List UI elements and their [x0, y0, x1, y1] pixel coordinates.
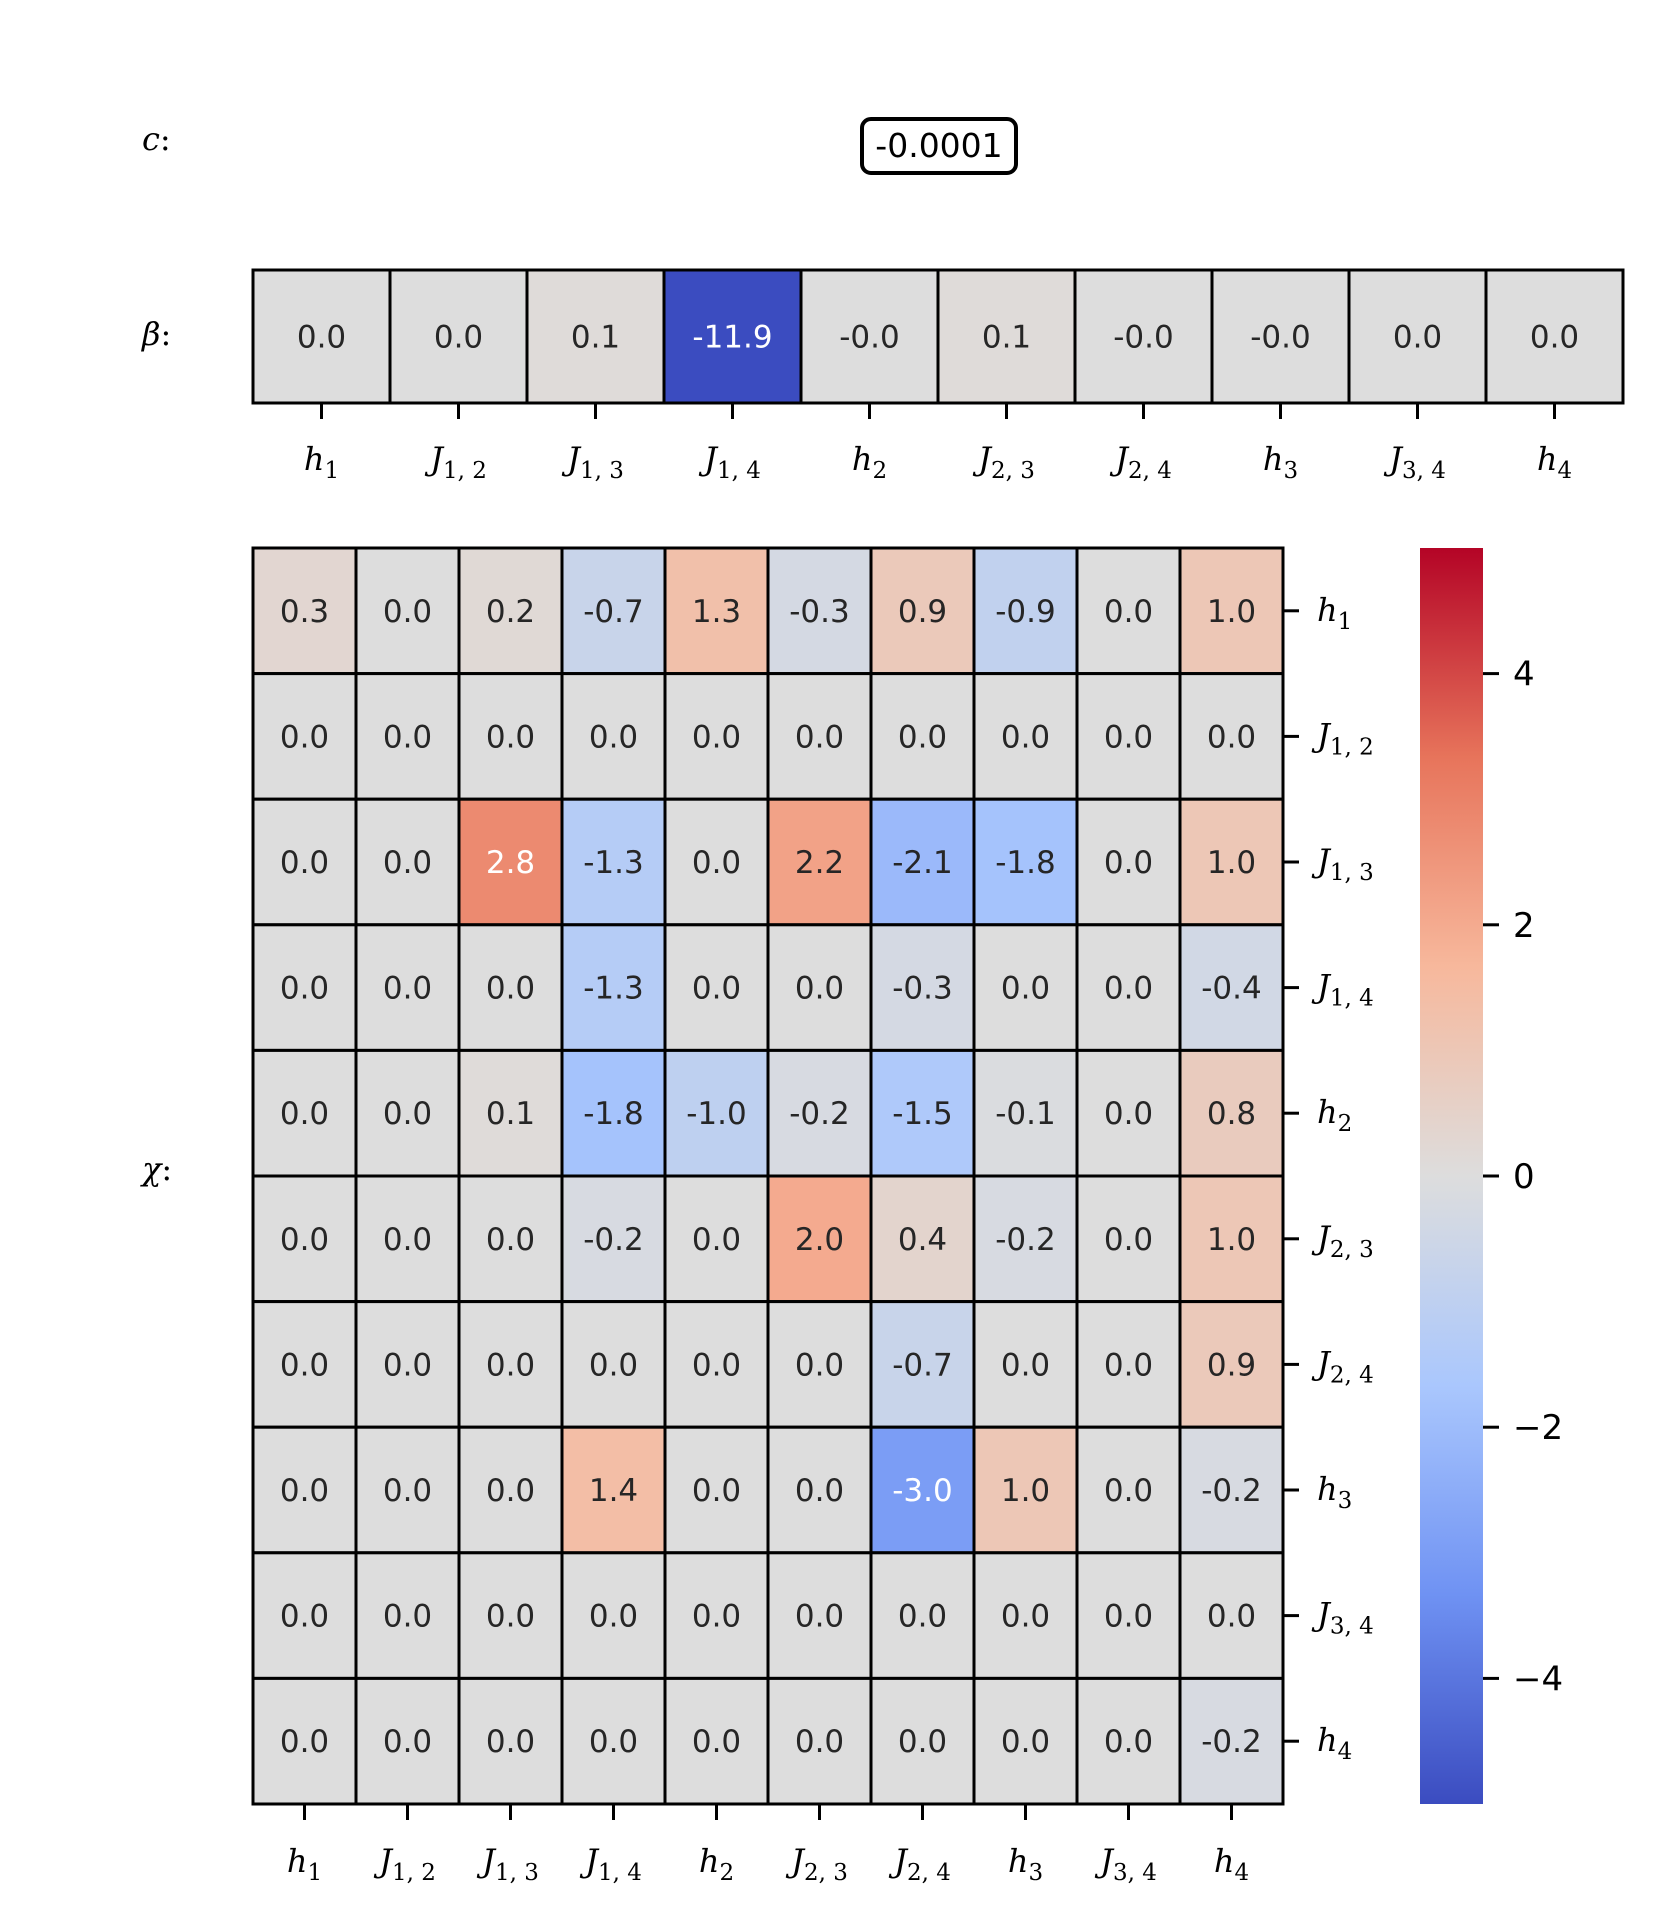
chi-cell-value-2-9: 1.0	[1206, 845, 1257, 881]
chi-cell-value-4-6: -1.5	[892, 1096, 953, 1133]
chi-ytick-label-1: $J_{1, 2}$	[1317, 716, 1374, 761]
colorbar-tick-label-2: 0	[1513, 1157, 1535, 1197]
chi-cell-value-7-4: 0.0	[691, 1473, 742, 1509]
chi-ytick-label-7: $h_3$	[1317, 1470, 1353, 1514]
chi-cell-value-7-9: -0.2	[1201, 1473, 1262, 1509]
chi-xtick-label-9: $h_4$	[1213, 1842, 1250, 1886]
chi-xtick-label-5: $J_{2, 3}$	[791, 1842, 848, 1886]
chi-cell-value-9-6: 0.0	[897, 1724, 948, 1761]
chi-cell-value-3-0: 0.0	[279, 970, 330, 1007]
beta-cell-value-0: 0.0	[296, 319, 347, 356]
chi-cell-value-5-9: 1.0	[1206, 1221, 1257, 1258]
chi-cell-value-8-9: 0.0	[1206, 1598, 1257, 1635]
chi-cell-value-3-2: 0.0	[485, 970, 536, 1007]
chi-xtick-label-1: $J_{1, 2}$	[379, 1842, 436, 1886]
chi-cell-value-7-2: 0.0	[485, 1473, 536, 1509]
chi-xtick-label-0: $h_1$	[286, 1842, 323, 1886]
chi-heatmap	[140, 548, 1374, 1886]
chi-row-label: χ:	[142, 1150, 173, 1188]
chi-ytick-label-0: $h_1$	[1317, 590, 1353, 635]
beta-cell-value-2: 0.1	[570, 319, 621, 356]
chi-cell-value-5-8: 0.0	[1103, 1221, 1154, 1258]
chi-cell-value-0-7: -0.9	[995, 593, 1056, 630]
chi-ytick-label-5: $J_{2, 3}$	[1317, 1218, 1374, 1263]
chi-cell-value-6-3: 0.0	[588, 1347, 639, 1384]
chi-ytick-label-4: $h_2$	[1317, 1093, 1353, 1138]
chi-cell-value-6-5: 0.0	[794, 1347, 845, 1384]
beta-xtick-label-4: $h_2$	[851, 440, 888, 484]
chi-cell-value-1-4: 0.0	[691, 719, 742, 756]
chi-cell-value-9-8: 0.0	[1103, 1724, 1154, 1761]
chi-cell-value-0-8: 0.0	[1103, 593, 1154, 630]
chi-cell-value-4-2: 0.1	[485, 1096, 536, 1133]
chi-cell-value-9-2: 0.0	[485, 1724, 536, 1761]
chi-ytick-label-3: $J_{1, 4}$	[1317, 967, 1374, 1012]
beta-xtick-label-6: $J_{2, 4}$	[1115, 440, 1172, 484]
chi-cell-value-8-0: 0.0	[279, 1598, 330, 1635]
chi-cell-value-3-4: 0.0	[691, 970, 742, 1007]
chi-ytick-label-6: $J_{2, 4}$	[1317, 1344, 1374, 1389]
chi-cell-value-5-1: 0.0	[382, 1221, 433, 1258]
chi-cell-value-7-8: 0.0	[1103, 1473, 1154, 1509]
chi-cell-value-4-9: 0.8	[1206, 1096, 1257, 1133]
chi-cell-value-2-6: -2.1	[892, 845, 953, 881]
chi-cell-value-0-5: -0.3	[789, 593, 850, 630]
chi-cell-value-5-2: 0.0	[485, 1221, 536, 1258]
chi-cell-value-0-4: 1.3	[691, 593, 742, 630]
beta-xtick-label-9: $h_4$	[1536, 440, 1573, 484]
beta-cell-value-9: 0.0	[1529, 319, 1580, 356]
chi-cell-value-1-7: 0.0	[1000, 719, 1051, 756]
chi-cell-value-1-0: 0.0	[279, 719, 330, 756]
colorbar-tick-label-1: 2	[1513, 905, 1535, 946]
chi-cell-value-0-2: 0.2	[485, 593, 536, 630]
chi-cell-value-7-6: -3.0	[892, 1473, 953, 1509]
chi-cell-value-0-3: -0.7	[583, 593, 644, 630]
chi-cell-value-5-4: 0.0	[691, 1221, 742, 1258]
chi-cell-value-6-2: 0.0	[485, 1347, 536, 1384]
chi-cell-value-1-6: 0.0	[897, 719, 948, 756]
chi-cell-value-3-7: 0.0	[1000, 970, 1051, 1007]
chi-cell-value-3-5: 0.0	[794, 970, 845, 1007]
chi-cell-value-5-6: 0.4	[897, 1221, 948, 1258]
chi-cell-value-6-9: 0.9	[1206, 1347, 1257, 1384]
chi-cell-value-8-3: 0.0	[588, 1598, 639, 1635]
chi-cell-value-5-0: 0.0	[279, 1221, 330, 1258]
chi-cell-value-0-0: 0.3	[279, 593, 330, 630]
c-value: -0.0001	[875, 126, 1003, 165]
chi-cell-value-2-4: 0.0	[691, 845, 742, 881]
c-row-label: c:	[142, 120, 171, 158]
beta-cell-value-8: 0.0	[1392, 319, 1443, 356]
chi-cell-value-2-8: 0.0	[1103, 845, 1154, 881]
chi-cell-value-7-7: 1.0	[1000, 1473, 1051, 1509]
chi-cell-value-4-4: -1.0	[686, 1096, 747, 1133]
beta-cell-value-4: -0.0	[839, 319, 900, 356]
chi-ytick-label-8: $J_{3, 4}$	[1317, 1595, 1374, 1640]
chi-cell-value-2-5: 2.2	[794, 845, 845, 881]
chi-cell-value-6-0: 0.0	[279, 1347, 330, 1384]
chi-cell-value-2-3: -1.3	[583, 845, 644, 881]
beta-xtick-label-5: $J_{2, 3}$	[978, 440, 1035, 484]
chi-cell-value-8-8: 0.0	[1103, 1598, 1154, 1635]
chi-cell-value-4-5: -0.2	[789, 1096, 850, 1133]
chi-ytick-label-9: $h_4$	[1317, 1721, 1353, 1766]
beta-cell-value-6: -0.0	[1113, 319, 1174, 356]
chi-cell-value-1-1: 0.0	[382, 719, 433, 756]
chi-cell-value-0-1: 0.0	[382, 593, 433, 630]
colorbar-tick-label-4: −4	[1513, 1659, 1564, 1700]
chi-cell-value-9-3: 0.0	[588, 1724, 639, 1761]
chi-cell-value-7-1: 0.0	[382, 1473, 433, 1509]
colorbar-fill	[1420, 548, 1483, 1804]
beta-row-label: β:	[142, 315, 172, 353]
chi-cell-value-8-5: 0.0	[794, 1598, 845, 1635]
chi-cell-value-4-1: 0.0	[382, 1096, 433, 1133]
chi-cell-value-3-3: -1.3	[583, 970, 644, 1007]
chi-cell-value-1-5: 0.0	[794, 719, 845, 756]
chi-cell-value-1-2: 0.0	[485, 719, 536, 756]
chi-cell-value-1-9: 0.0	[1206, 719, 1257, 756]
chi-cell-value-4-7: -0.1	[995, 1096, 1056, 1133]
chi-ytick-label-2: $J_{1, 3}$	[1317, 842, 1374, 886]
chi-cell-value-2-0: 0.0	[279, 845, 330, 881]
chi-cell-value-1-3: 0.0	[588, 719, 639, 756]
chi-cell-value-3-6: -0.3	[892, 970, 953, 1007]
chi-cell-value-3-1: 0.0	[382, 970, 433, 1007]
chi-cell-value-8-4: 0.0	[691, 1598, 742, 1635]
chi-cell-value-4-0: 0.0	[279, 1096, 330, 1133]
chi-cell-value-9-0: 0.0	[279, 1724, 330, 1761]
chi-cell-value-9-9: -0.2	[1201, 1724, 1262, 1761]
chi-cell-value-2-7: -1.8	[995, 845, 1056, 881]
chi-cell-value-3-8: 0.0	[1103, 970, 1154, 1007]
chi-cell-value-4-8: 0.0	[1103, 1096, 1154, 1133]
chi-cell-value-9-4: 0.0	[691, 1724, 742, 1761]
chi-cell-value-0-9: 1.0	[1206, 593, 1257, 630]
chi-xtick-label-4: $h_2$	[698, 1842, 735, 1886]
beta-xtick-label-8: $J_{3, 4}$	[1389, 440, 1446, 484]
chi-cell-value-8-1: 0.0	[382, 1598, 433, 1635]
chi-cell-value-7-5: 0.0	[794, 1473, 845, 1509]
beta-xtick-label-2: $J_{1, 3}$	[567, 440, 624, 484]
chi-cell-value-8-7: 0.0	[1000, 1598, 1051, 1635]
chi-cell-value-7-0: 0.0	[279, 1473, 330, 1509]
chi-cell-value-8-6: 0.0	[897, 1598, 948, 1635]
chi-cell-value-0-6: 0.9	[897, 593, 948, 630]
chi-cell-value-6-4: 0.0	[691, 1347, 742, 1384]
beta-xtick-label-1: $J_{1, 2}$	[430, 440, 487, 484]
beta-cell-value-3: -11.9	[692, 319, 773, 356]
beta-cell-value-7: -0.0	[1250, 319, 1311, 356]
chi-cell-value-5-3: -0.2	[583, 1221, 644, 1258]
chi-xtick-label-7: $h_3$	[1007, 1842, 1044, 1886]
chi-cell-value-6-1: 0.0	[382, 1347, 433, 1384]
chi-xtick-label-8: $J_{3, 4}$	[1100, 1842, 1157, 1886]
chi-xtick-label-3: $J_{1, 4}$	[585, 1842, 642, 1886]
colorbar-tick-label-0: 4	[1513, 654, 1535, 695]
chi-cell-value-8-2: 0.0	[485, 1598, 536, 1635]
beta-xtick-label-0: $h_1$	[303, 440, 340, 484]
chi-cell-value-4-3: -1.8	[583, 1096, 644, 1133]
chi-cell-value-5-7: -0.2	[995, 1221, 1056, 1258]
chi-cell-value-6-6: -0.7	[892, 1347, 953, 1384]
chi-cell-value-9-1: 0.0	[382, 1724, 433, 1761]
beta-cell-value-1: 0.0	[433, 319, 484, 356]
beta-xtick-label-7: $h_3$	[1262, 440, 1299, 484]
beta-cell-value-5: 0.1	[981, 319, 1032, 356]
chi-cell-value-5-5: 2.0	[794, 1221, 845, 1258]
chi-cell-value-1-8: 0.0	[1103, 719, 1154, 756]
chi-cell-value-2-2: 2.8	[485, 845, 536, 881]
chi-cell-value-9-7: 0.0	[1000, 1724, 1051, 1761]
colorbar-tick-label-3: −2	[1513, 1408, 1564, 1449]
chi-xtick-label-6: $J_{2, 4}$	[894, 1842, 951, 1886]
chi-cell-value-9-5: 0.0	[794, 1724, 845, 1761]
beta-xtick-label-3: $J_{1, 4}$	[704, 440, 761, 484]
chi-xtick-label-2: $J_{1, 3}$	[482, 1842, 539, 1886]
chi-cell-value-6-8: 0.0	[1103, 1347, 1154, 1384]
chi-cell-value-6-7: 0.0	[1000, 1347, 1051, 1384]
chi-cell-value-3-9: -0.4	[1201, 970, 1262, 1007]
chi-cell-value-2-1: 0.0	[382, 845, 433, 881]
chi-cell-value-7-3: 1.4	[588, 1473, 639, 1509]
